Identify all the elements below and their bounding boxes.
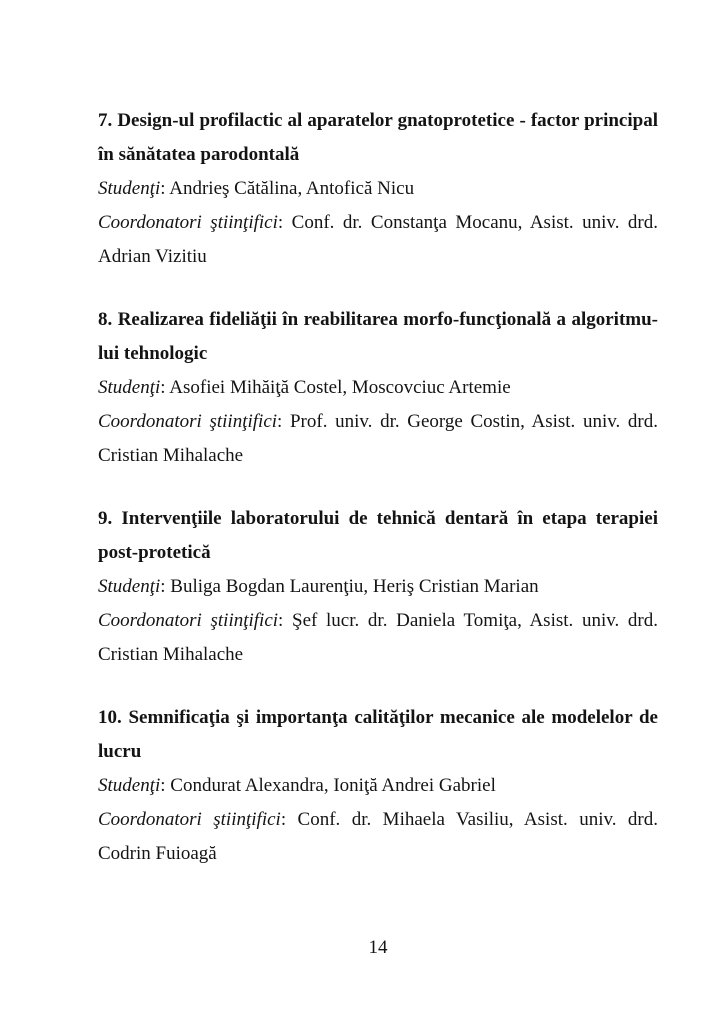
students-line <box>98 769 658 803</box>
list-item-9 <box>98 502 658 672</box>
item-title-line1: 10. Semnificaţia şi importanţa calităţilor mecanice ale modelelor de <box>98 707 658 728</box>
coordinators-names: : Conf. dr. Constanţa Mocanu, Asist. univ. drd. <box>277 212 659 233</box>
coordinators-line2: Cristian Mihalache <box>98 445 244 466</box>
item-title <box>98 104 658 172</box>
item-title-line2: lui tehnologic <box>98 343 208 364</box>
students-label: Studenţi <box>98 775 161 796</box>
coordinators-names: : Şef lucr. dr. Daniela Tomiţa, Asist. univ. drd. <box>278 610 658 631</box>
students-line <box>98 570 658 604</box>
item-title-line1: 8. Realizarea fideliăţii în reabilitarea morfo-funcţională a algoritmu- <box>98 309 658 330</box>
item-title <box>98 502 658 570</box>
coordinators-label: Coordonatori ştiinţifici <box>98 411 278 432</box>
list-item-8 <box>98 303 658 473</box>
coordinators-label: Coordonatori ştiinţifici <box>98 809 281 830</box>
list-item-7 <box>98 104 658 274</box>
coordinators-line2: Adrian Vizitiu <box>98 246 207 267</box>
students-label: Studenţi <box>98 576 161 597</box>
coordinators-label: Coordonatori ştiinţifici <box>98 212 278 233</box>
students-names: : Buliga Bogdan Laurenţiu, Heriş Cristian Marian <box>160 576 539 597</box>
students-line <box>98 172 658 206</box>
coordinators-line1 <box>98 803 658 837</box>
list-item-10 <box>98 701 658 871</box>
coordinators-label: Coordonatori ştiinţifici <box>98 610 279 631</box>
page-number: 14 <box>368 937 388 958</box>
item-title <box>98 701 658 769</box>
item-title <box>98 303 658 371</box>
item-title-line2: lucru <box>98 741 142 762</box>
coordinators-line2: Codrin Fuioagă <box>98 843 217 864</box>
students-line <box>98 371 658 405</box>
students-names: : Asofiei Mihăiţă Costel, Moscovciuc Artemie <box>160 377 511 398</box>
coordinators-line1 <box>98 604 658 638</box>
item-title-line2: post-protetică <box>98 542 211 563</box>
coordinators-line2: Cristian Mihalache <box>98 644 244 665</box>
item-title-line1: 7. Design-ul profilactic al aparatelor gnatoprotetice - factor principal <box>98 110 658 131</box>
students-label: Studenţi <box>98 377 161 398</box>
coordinators-line1 <box>98 206 658 240</box>
item-title-line1: 9. Intervenţiile laboratorului de tehnică dentară în etapa terapiei <box>98 508 658 529</box>
coordinators-names: : Conf. dr. Mihaela Vasiliu, Asist. univ. drd. <box>280 809 658 830</box>
students-names: : Condurat Alexandra, Ioniţă Andrei Gabriel <box>160 775 496 796</box>
students-label: Studenţi <box>98 178 161 199</box>
coordinators-line1 <box>98 405 658 439</box>
coordinators-names: : Prof. univ. dr. George Costin, Asist. univ. drd. <box>277 411 658 432</box>
students-names: : Andrieş Cătălina, Antofică Nicu <box>160 178 415 199</box>
item-title-line2: în sănătatea parodontală <box>98 144 300 165</box>
